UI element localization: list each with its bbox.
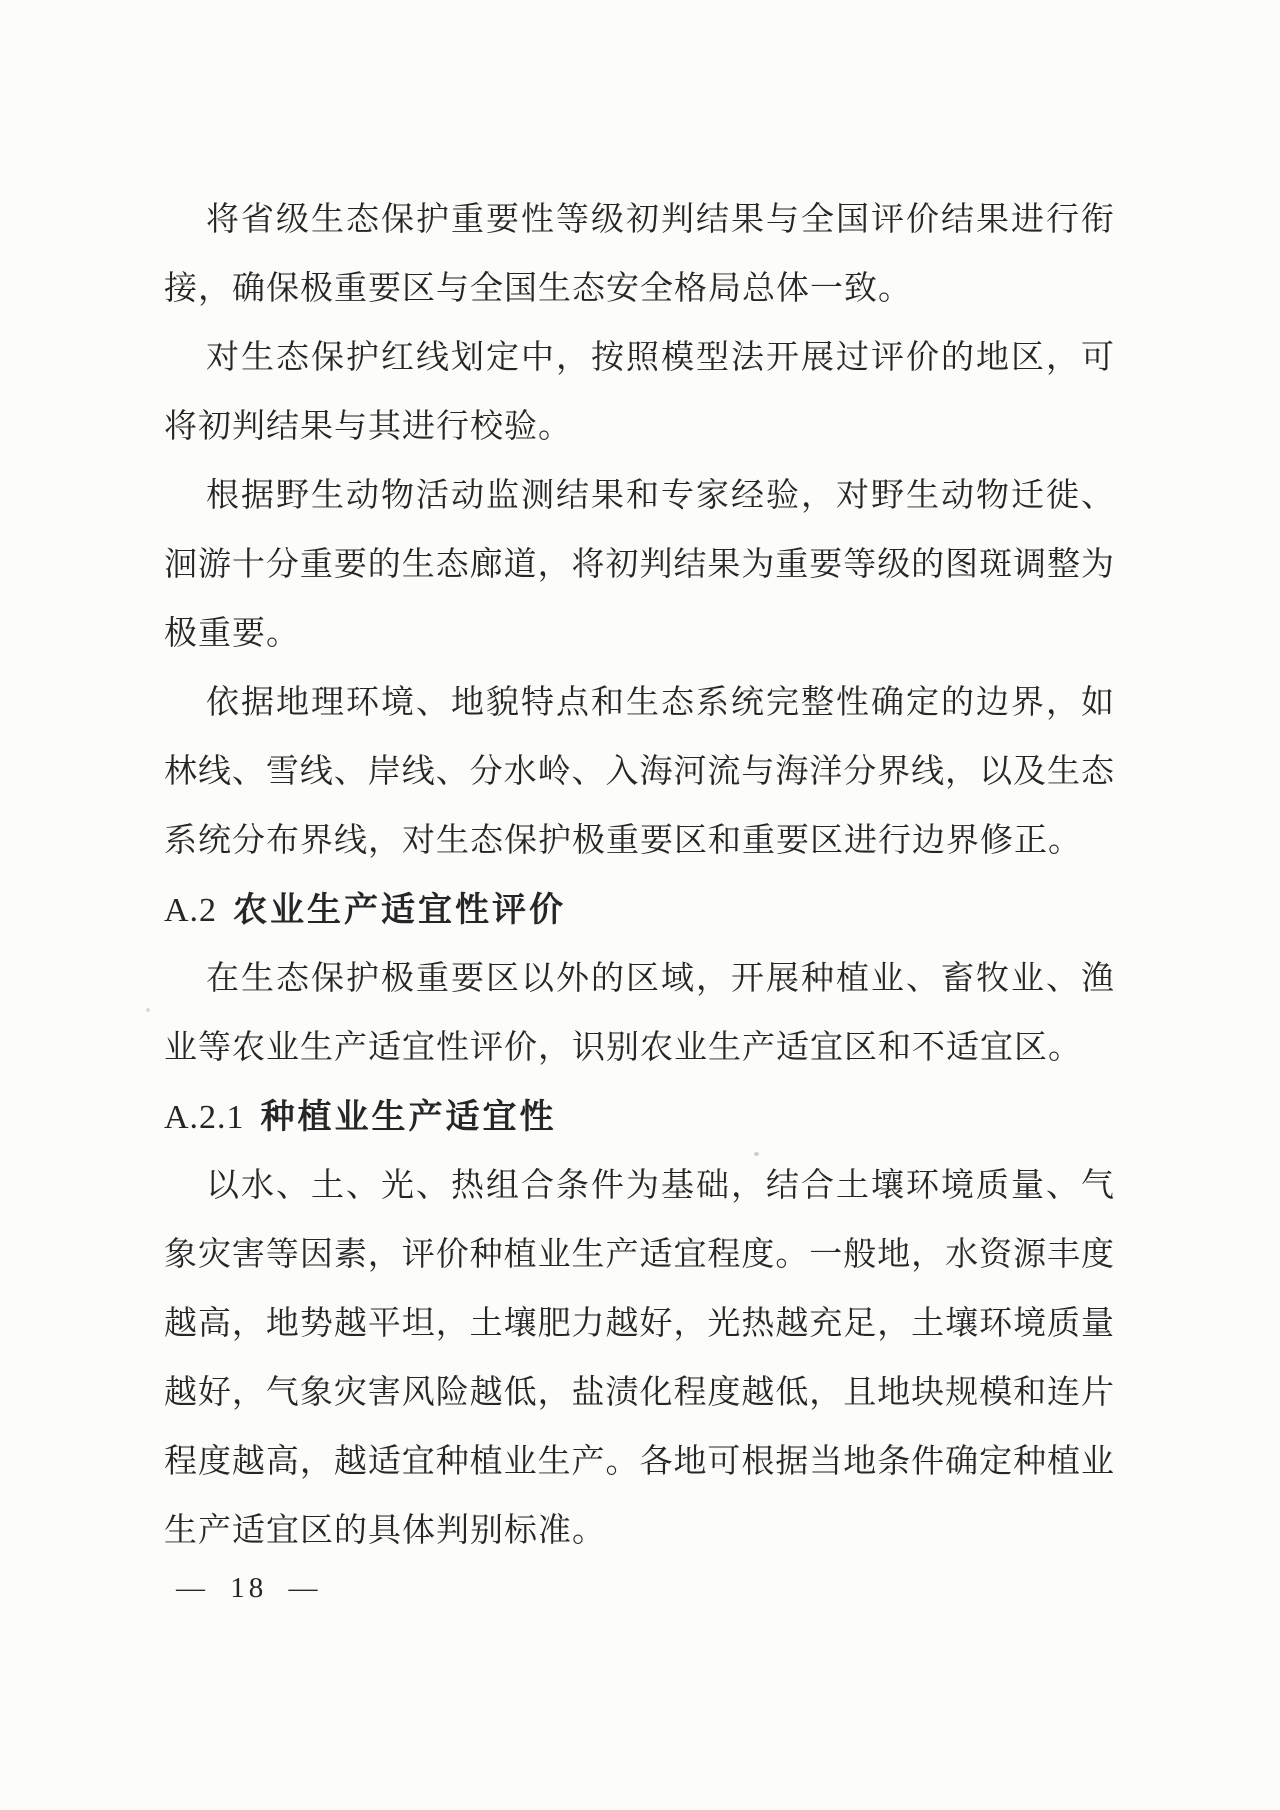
text-line: 对生态保护红线划定中，按照模型法开展过评价的地区，可 (206, 340, 1114, 376)
text-line: 将初判结果与其进行校验。 (164, 409, 572, 445)
text-line: 越好，气象灾害风险越低，盐渍化程度越低，且地块规模和连片 (164, 1375, 1114, 1411)
text-line: 极重要。 (164, 616, 300, 652)
heading-number: A.2 (164, 892, 218, 929)
section-heading (164, 1083, 1114, 1152)
text-line: 将省级生态保护重要性等级初判结果与全国评价结果进行衔 (206, 202, 1114, 238)
heading-number: A.2.1 (164, 1099, 245, 1136)
scan-speck (754, 1152, 759, 1156)
document-body (164, 186, 1114, 1566)
heading-title: 种植业生产适宜性 (260, 1098, 557, 1136)
text-line: 林线、雪线、岸线、分水岭、入海河流与海洋分界线，以及生态 (164, 754, 1114, 790)
text-line: 生产适宜区的具体判别标准。 (164, 1513, 606, 1549)
heading-title: 农业生产适宜性评价 (233, 891, 567, 929)
text-line: 系统分布界线，对生态保护极重要区和重要区进行边界修正。 (164, 823, 1082, 859)
text-line: 程度越高，越适宜种植业生产。各地可根据当地条件确定种植业 (164, 1444, 1114, 1480)
scan-speck (146, 1008, 150, 1012)
page-number: — 18 — (176, 1572, 322, 1604)
text-line: 接，确保极重要区与全国生态安全格局总体一致。 (164, 271, 912, 307)
text-line: 以水、土、光、热组合条件为基础，结合土壤环境质量、气 (206, 1168, 1114, 1204)
text-line: 越高，地势越平坦，土壤肥力越好，光热越充足，土壤环境质量 (164, 1306, 1114, 1342)
text-line: 在生态保护极重要区以外的区域，开展种植业、畜牧业、渔 (206, 961, 1114, 997)
section-heading (164, 876, 1114, 945)
text-line: 象灾害等因素，评价种植业生产适宜程度。一般地，水资源丰度 (164, 1237, 1114, 1273)
text-line: 洄游十分重要的生态廊道，将初判结果为重要等级的图斑调整为 (164, 547, 1114, 583)
text-line: 业等农业生产适宜性评价，识别农业生产适宜区和不适宜区。 (164, 1030, 1082, 1066)
text-line: 根据野生动物活动监测结果和专家经验，对野生动物迁徙、 (206, 478, 1114, 514)
text-line: 依据地理环境、地貌特点和生态系统完整性确定的边界，如 (206, 685, 1114, 721)
